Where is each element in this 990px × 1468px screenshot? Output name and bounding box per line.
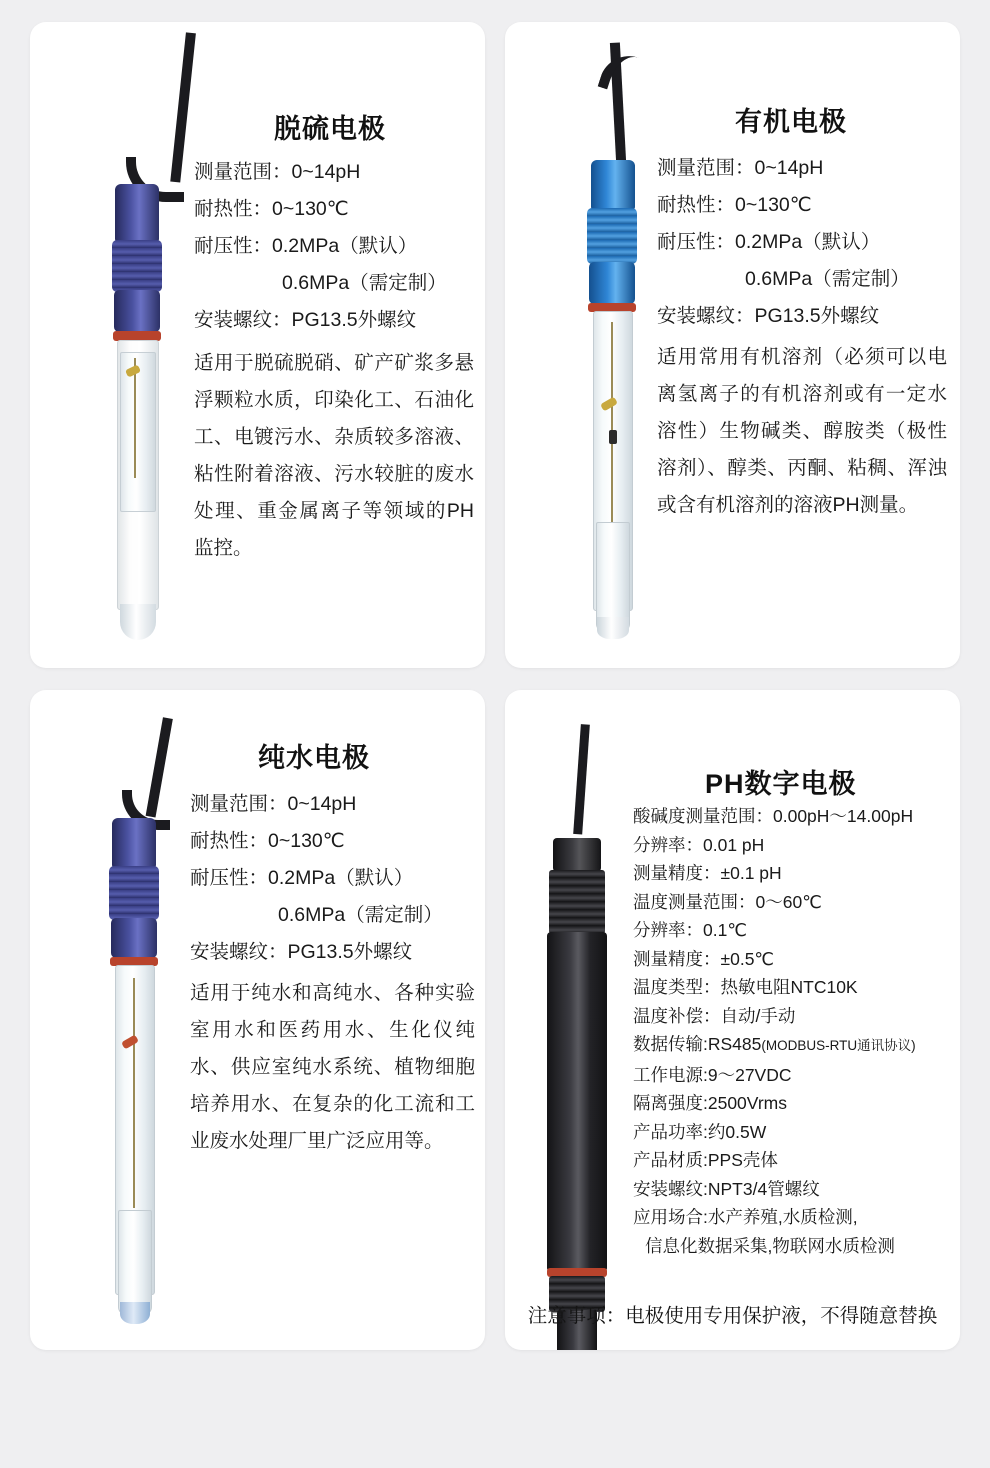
cap-thread-band xyxy=(587,208,637,264)
spec-item-data-transmission xyxy=(633,1030,953,1061)
electrode-lower-glass xyxy=(596,522,630,632)
card-title: 有机电极 xyxy=(735,107,847,137)
cable-gland-cap xyxy=(591,160,635,210)
spec-item: 耐热性：0~130℃ xyxy=(190,830,345,852)
spec-item: 耐压性：0.2MPa（默认） xyxy=(190,867,414,889)
spec-item: 隔离强度:2500Vrms xyxy=(633,1093,787,1113)
sensor-top-housing xyxy=(553,838,601,872)
card-pure-water-electrode xyxy=(30,690,485,1350)
spec-item: 酸碱度测量范围：0.00pH～14.00pH xyxy=(633,806,914,826)
cap-thread-band xyxy=(109,866,159,920)
spec-item: 测量范围：0~14pH xyxy=(190,793,357,815)
sensor-thread-band xyxy=(549,870,605,934)
spec-item: 安装螺纹：PG13.5外螺纹 xyxy=(657,305,880,327)
spec-list xyxy=(194,154,474,567)
cable-gland-cap xyxy=(112,818,156,868)
spec-item: 温度类型：热敏电阻NTC10K xyxy=(633,977,858,997)
glass-bulb-tip xyxy=(120,604,156,640)
cable-gland-cap xyxy=(115,184,159,242)
spec-item: 0.6MPa（需定制） xyxy=(282,272,447,294)
spec-list xyxy=(190,786,475,1160)
internal-wire xyxy=(611,322,613,522)
description-text: 适用于纯水和高纯水、各种实验室用水和医药用水、生化仪纯水、供应室纯水系统、植物细胞培养用水、在复杂的化工流和工业废水处理厂里广泛应用等。 xyxy=(190,982,475,1152)
spec-item: 测量精度：±0.5℃ xyxy=(633,948,775,969)
spec-item-protocol: (MODBUS-RTU通讯协议) xyxy=(761,1038,916,1053)
spec-item: 产品功率:约0.5W xyxy=(633,1121,767,1142)
description-text: 适用常用有机溶剂（必须可以电离氢离子的有机溶剂或有一定水溶性）生物碱类、醇胺类（极性溶剂）、醇类、丙酮、粘稠、浑浊或含有机溶剂的溶液PH测量。 xyxy=(657,346,947,516)
spec-item: 测量范围：0~14pH xyxy=(194,161,361,183)
internal-wire xyxy=(134,358,136,478)
spec-item: 信息化数据采集,物联网水质检测 xyxy=(645,1235,895,1256)
glass-bulb-tip xyxy=(120,1302,150,1324)
spec-item: 安装螺纹:NPT3/4管螺纹 xyxy=(633,1178,820,1199)
card-organic-electrode xyxy=(505,22,960,668)
cap-lower-body xyxy=(111,918,157,958)
electrode-lower-glass xyxy=(118,1210,152,1315)
cap-thread-band xyxy=(112,240,162,292)
card-desulfurization-electrode xyxy=(30,22,485,668)
cap-lower-body xyxy=(114,290,160,332)
spec-item: 温度补偿：自动/手动 xyxy=(633,1005,796,1026)
card-grid xyxy=(20,22,970,1350)
spec-item: 耐热性：0~130℃ xyxy=(194,198,349,220)
cable-icon xyxy=(573,724,611,836)
card-title: 脱硫电极 xyxy=(274,114,386,144)
spec-item-label: 数据传输:RS485 xyxy=(633,1034,762,1054)
spec-list xyxy=(633,802,953,1260)
spec-item: 测量范围：0~14pH xyxy=(657,157,824,179)
spec-item: 分辨率：0.1℃ xyxy=(633,920,747,940)
spec-item: 应用场合:水产养殖,水质检测, xyxy=(633,1207,858,1227)
spec-item: 耐热性：0~130℃ xyxy=(657,194,812,216)
spec-list xyxy=(657,150,947,524)
description-text: 适用于脱硫脱硝、矿产矿浆多悬浮颗粒水质，印染化工、石油化工、电镀污水、杂质较多溶液、粘性附着溶液、污水较脏的废水处理、重金属离子等领域的PH监控。 xyxy=(194,352,474,559)
spec-item: 分辨率：0.01 pH xyxy=(633,834,765,855)
card-digital-ph-electrode xyxy=(505,690,960,1350)
internal-junction xyxy=(609,430,617,444)
spec-item: 耐压性：0.2MPa（默认） xyxy=(194,235,418,257)
spec-item: 安装螺纹：PG13.5外螺纹 xyxy=(194,309,417,331)
spec-item: 0.6MPa（需定制） xyxy=(745,268,910,290)
spec-item: 产品材质:PPS壳体 xyxy=(633,1150,778,1170)
internal-wire xyxy=(133,978,135,1208)
cap-lower-body xyxy=(589,262,635,304)
sensor-main-body xyxy=(547,932,607,1272)
spec-item: 工作电源:9～27VDC xyxy=(633,1064,792,1085)
footer-note: 注意事项：电极使用专用保护液，不得随意替换 xyxy=(527,1305,938,1327)
spec-item: 测量精度：±0.1 pH xyxy=(633,863,782,883)
spec-item: 温度测量范围：0～60℃ xyxy=(633,891,822,912)
electrode-glass-window xyxy=(120,352,156,512)
glass-bulb-tip xyxy=(597,617,629,639)
spec-item: 耐压性：0.2MPa（默认） xyxy=(657,231,881,253)
spec-item: 安装螺纹：PG13.5外螺纹 xyxy=(190,941,413,963)
card-title: PH数字电极 xyxy=(705,769,857,799)
card-title: 纯水电极 xyxy=(258,743,370,773)
spec-item: 0.6MPa（需定制） xyxy=(278,904,443,926)
